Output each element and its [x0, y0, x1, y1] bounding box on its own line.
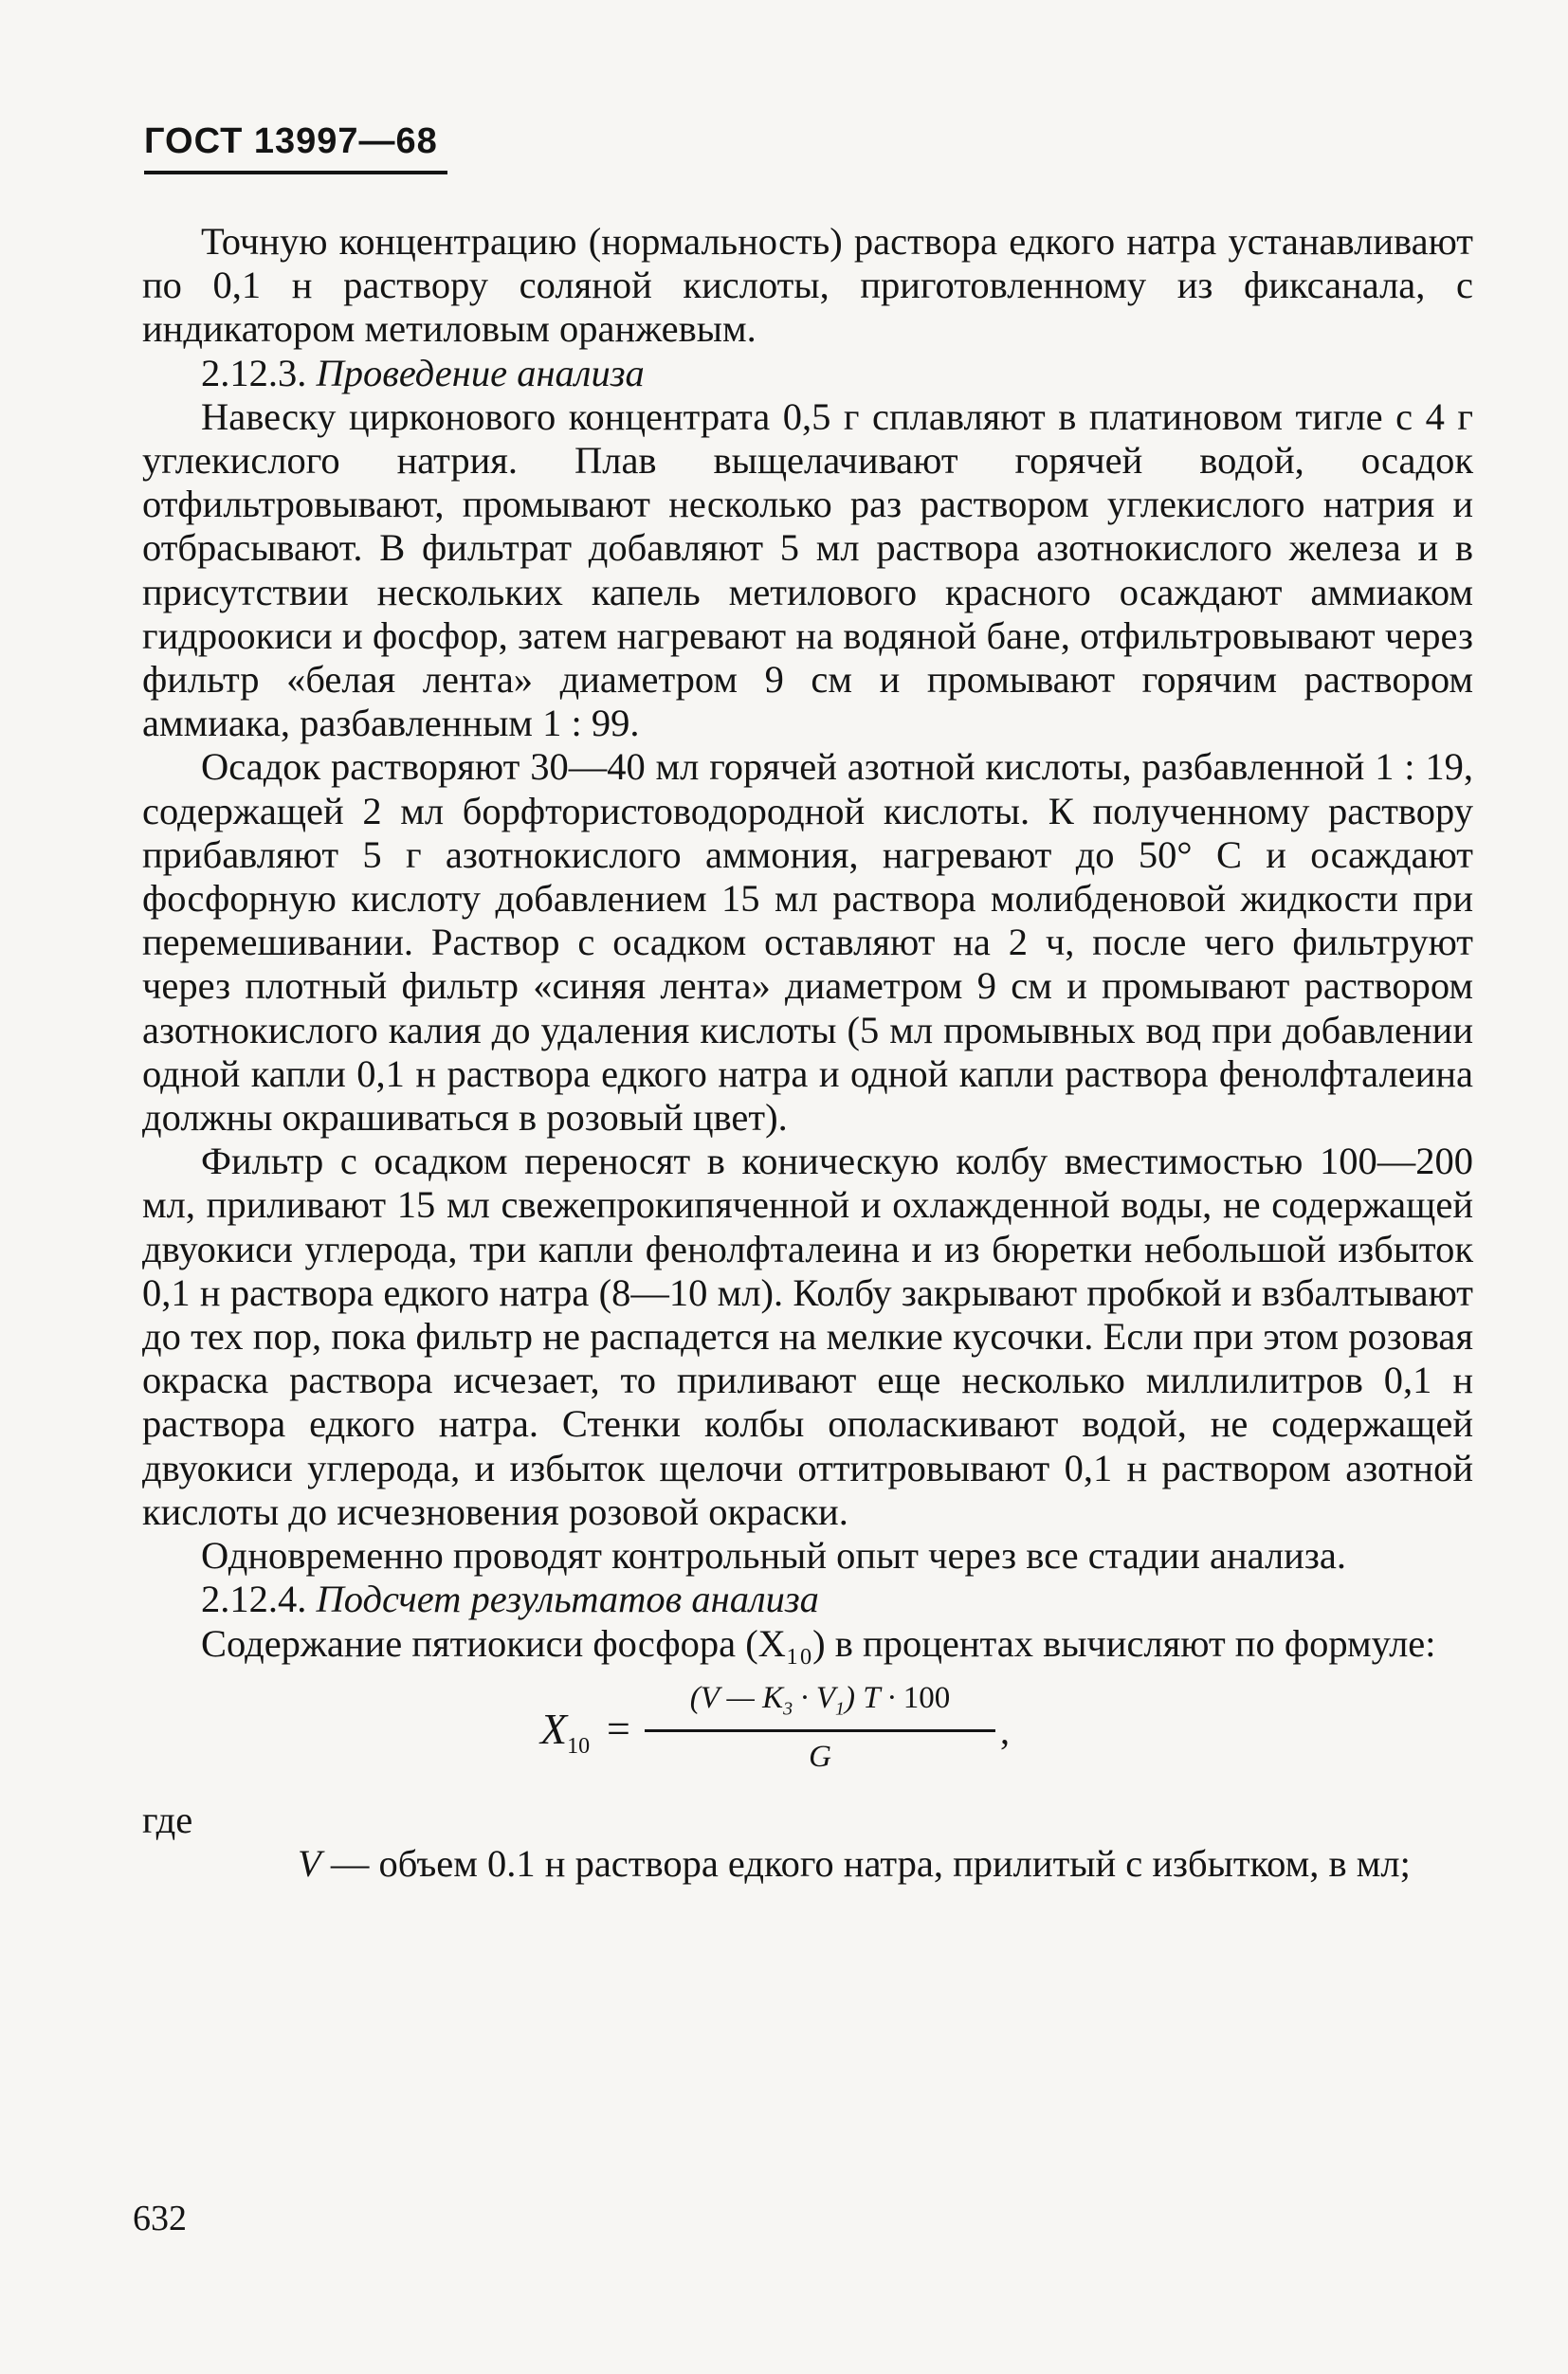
formula-fraction: [645, 1679, 995, 1776]
section-title: Подсчет результатов анализа: [316, 1578, 819, 1621]
paragraph-1: Точную концентрацию (нормальность) раствора едкого натра устанавливают по 0,1 н раствору соляной кислоты, приготовленному из фиксанала, с индикатором метиловым оранжевым.: [142, 220, 1473, 351]
document-body: [142, 220, 1473, 1886]
section-title: Проведение анализа: [316, 351, 645, 394]
fraction-bar: [645, 1729, 995, 1732]
formula-equals: =: [607, 1705, 630, 1752]
document-header: ГОСТ 13997—68: [144, 121, 438, 161]
formula: [142, 1675, 1473, 1799]
where-label: где: [142, 1798, 193, 1841]
definition-symbol: V: [298, 1841, 321, 1885]
definition-text: — объем 0.1 н раствора едкого натра, прилитый с избытком, в мл;: [320, 1841, 1411, 1885]
page-number: 632: [133, 2199, 187, 2238]
formula-denominator: G: [809, 1739, 831, 1774]
paragraph-2: Навеску цирконового концентрата 0,5 г сплавляют в платиновом тигле с 4 г углекислого натрия. Плав выщелачивают горячей водой, осадок отфильтровывают, промывают несколько раз раствором углекислого натрия и отбрасывают. В фильтрат добавляют 5 мл раствора азотнокислого железа и в присутствии нескольких капель метилового красного осаждают аммиаком гидроокиси и фосфор, затем нагревают на водяной бане, отфильтровывают через фильтр «белая лента» диаметром 9 см и промывают горячим раствором аммиака, разбавленным 1 : 99.: [142, 394, 1473, 745]
paragraph-6: Содержание пятиокиси фосфора (X₁₀) в процентах вычисляют по формуле:: [201, 1621, 1436, 1665]
section-heading-2-12-4: [142, 1578, 1473, 1621]
formula-numerator: (V — $K_3 \cdot V_1$) T · 100: [689, 1680, 951, 1720]
paragraph-5: Одновременно проводят контрольный опыт через все стадии анализа.: [201, 1534, 1346, 1578]
paragraph-3: Осадок растворяют 30—40 мл горячей азотной кислоты, разбавленной 1 : 19, содержащей 2 мл борфтористоводородной кислоты. К полученному раствору прибавляют 5 г азотнокислого аммония, нагревают до 50° С и осаждают фосфорную кислоту добавлением 15 мл раствора молибденовой жидкости при перемешивании. Раствор с осадком оставляют на 2 ч, после чего фильтруют через плотный фильтр «синяя лента» диаметром 9 см и промывают раствором азотнокислого калия до удаления кислоты (5 мл промывных вод при добавлении одной капли 0,1 н раствора едкого натра и одной капли раствора фенолфталеина должны окрашиваться в розовый цвет).: [142, 745, 1473, 1140]
section-number: 2.12.4.: [201, 1578, 307, 1621]
header-underline: [144, 171, 447, 174]
paragraph-4: Фильтр с осадком переносят в коническую колбу вместимостью 100—200 мл, приливают 15 мл свежепрокипяченной и охлажденной воды, не содержащей двуокиси углерода, три капли фенолфталеина и из бюретки небольшой избыток 0,1 н раствора едкого натра (8—10 мл). Колбу закрывают пробкой и взбалтывают до тех пор, пока фильтр не распадется на мелкие кусочки. Если при этом розовая окраска раствора исчезает, то приливают еще несколько миллилитров 0,1 н раствора едкого натра. Стенки колбы ополаскивают водой, не содержащей двуокиси углерода, и избыток щелочи оттитровывают 0,1 н раствором азотной кислоты до исчезновения розовой окраски.: [142, 1140, 1473, 1533]
section-number: 2.12.3.: [201, 351, 307, 394]
definition-v: [142, 1842, 1473, 1886]
formula-lhs: $X_{10}$: [540, 1704, 591, 1759]
section-heading-2-12-3: [142, 352, 1473, 395]
formula-comma: ,: [1000, 1708, 1010, 1752]
